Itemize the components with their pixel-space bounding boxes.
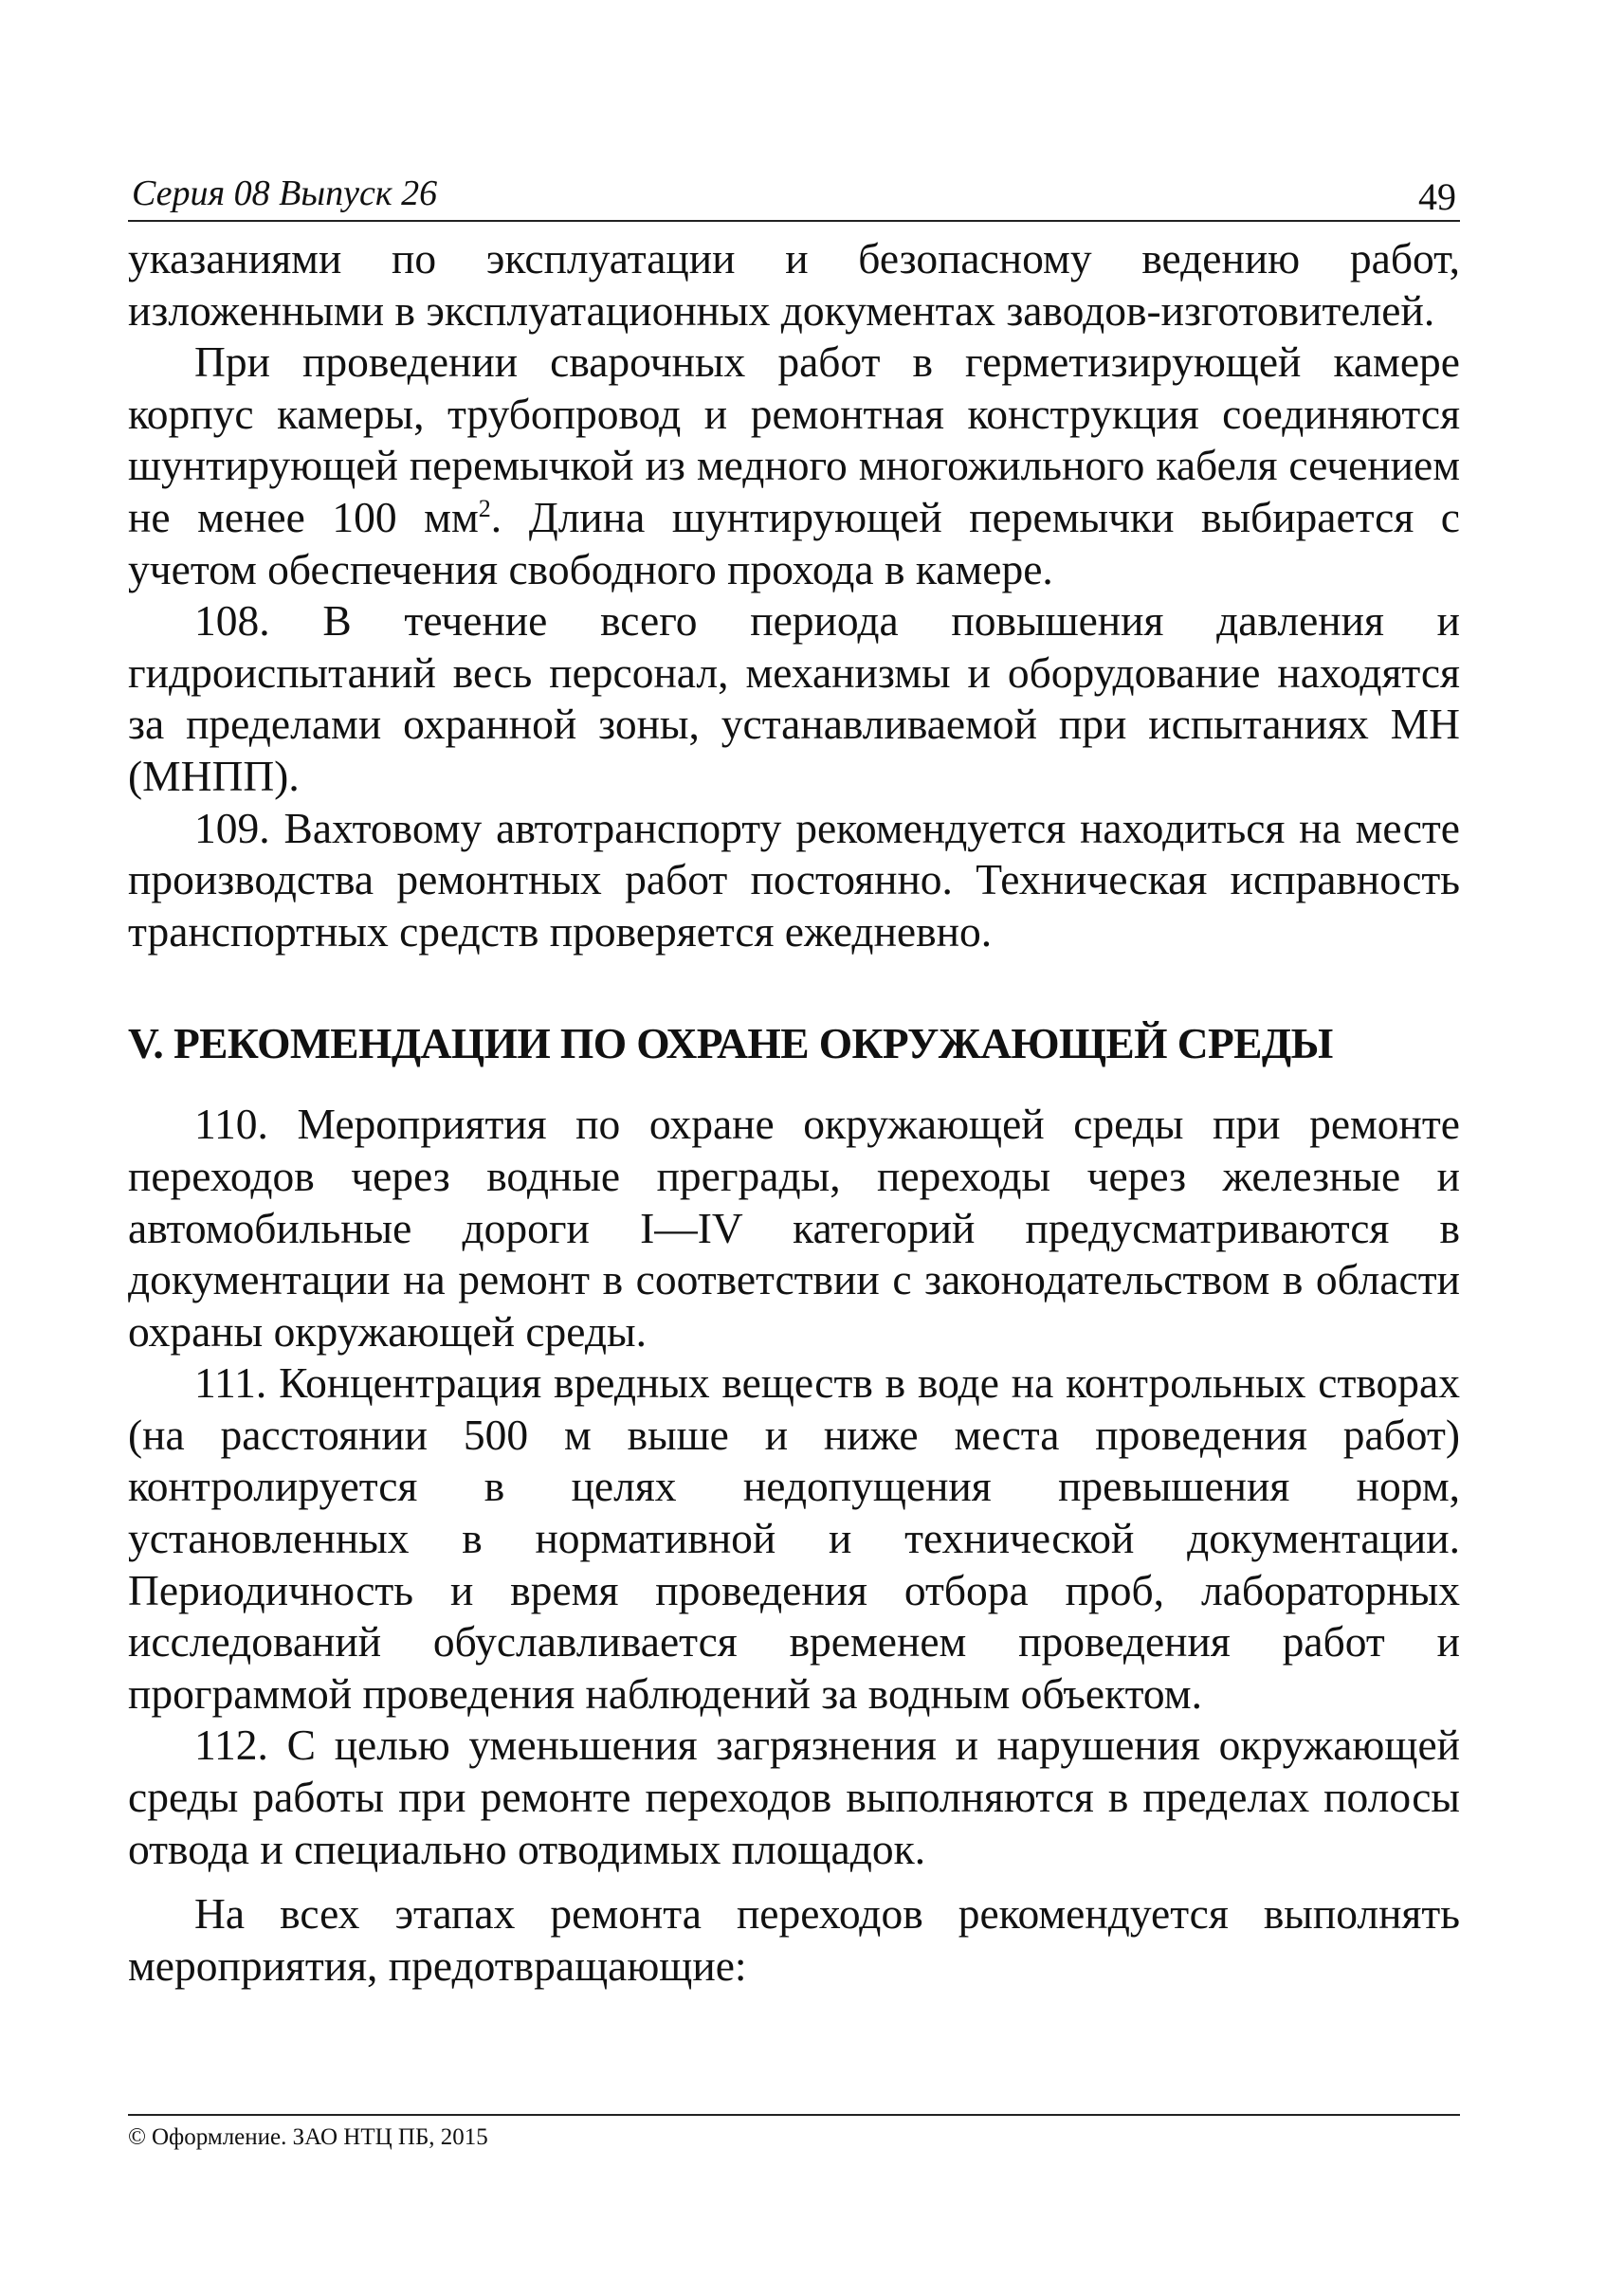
paragraph-measures-intro: На всех этапах ремонта переходов рекомендуется выполнять мероприятия, предотвращающие: (128, 1889, 1460, 1990)
page-number: 49 (1418, 175, 1456, 218)
paragraph-continuation: указаниями по эксплуатации и безопасному ведению работ, изложенными в эксплуатационных документах заводов-изготовителей. (128, 234, 1460, 335)
paragraph-welding (128, 337, 1460, 595)
main-text (128, 233, 1460, 1992)
page-footer (128, 2114, 1460, 2152)
paragraph-110: 110. Мероприятия по охране окружающей среды при ремонте переходов через водные преграды, переходы через железные и автомобильные дороги I—IV категорий предусматриваются в документации на ремонт в соответствии с законодательством в области охраны окружающей среды. (128, 1100, 1460, 1356)
superscript-square: 2 (478, 494, 491, 522)
paragraph-welding-text-end: . Длина шунтирующей перемычки выбирается с учетом обеспечения свободного прохода в камере. (128, 492, 1461, 593)
paragraph-welding-text-start: При проведении сварочных работ в герметизирующей камере корпус камеры, трубопровод и ремонтная конструкция соединяются шунтирующей перемычкой из медного многожильного кабеля сечением не менее 100 мм (128, 337, 1460, 541)
paragraph-109: 109. Вахтовому автотранспорту рекомендуется находиться на месте производства ремонтных работ постоянно. Техническая исправность транспортных средств проверяется ежедневно. (128, 803, 1460, 956)
paragraph-111: 111. Концентрация вредных веществ в воде на контрольных створах (на расстоянии 500 м выше и ниже места проведения работ) контролируется в целях недопущения превышения норм, установленных в нормативной и технической документации. Периодичность и время проведения отбора проб, лабораторных исследований обуславливается временем проведения работ и программой проведения наблюдений за водным объектом. (128, 1358, 1460, 1718)
footer-text: Оформление. ЗАО НТЦ ПБ, 2015 (152, 2124, 488, 2150)
paragraph-112: 112. С целью уменьшения загрязнения и нарушения окружающей среды работы при ремонте переходов выполняются в пределах полосы отвода и специально отводимых площадок. (128, 1721, 1460, 1873)
copyright-icon: © (128, 2124, 146, 2150)
paragraph-108: 108. В течение всего периода повышения давления и гидроиспытаний весь персонал, механизмы и оборудование находятся за пределами охранной зоны, устанавливаемой при испытаниях МН (МНПП). (128, 596, 1460, 800)
section-heading: V. РЕКОМЕНДАЦИИ ПО ОХРАНЕ ОКРУЖАЮЩЕЙ СРЕДЫ (128, 1019, 1333, 1068)
running-header (128, 163, 1460, 222)
series-title: Серия 08 Выпуск 26 (132, 173, 438, 213)
